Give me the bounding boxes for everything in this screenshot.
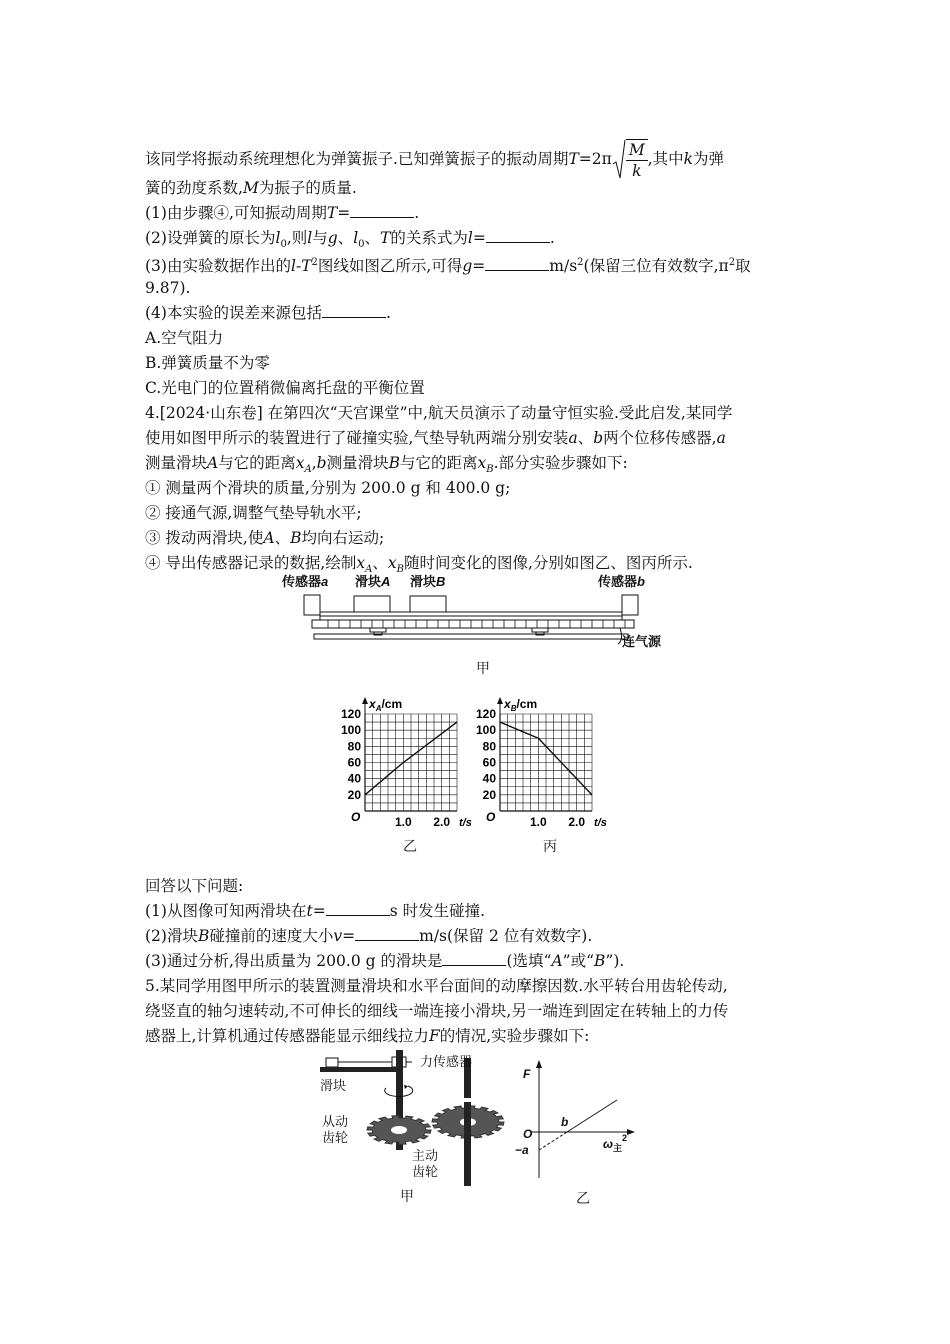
text: = xyxy=(342,927,356,945)
text: (1)从图像可知两滑块在 xyxy=(145,902,307,920)
text: 使用如图甲所示的装置进行了碰撞实验,气垫导轨两端分别安装 xyxy=(145,429,569,447)
sensor-b xyxy=(622,595,638,615)
y-tick-label: 120 xyxy=(475,707,496,721)
origin-label: O xyxy=(351,810,361,824)
text: 为弹 xyxy=(693,150,725,168)
y-tick-label: 80 xyxy=(347,739,361,754)
text: 簧的劲度系数, xyxy=(145,179,243,197)
text: 测量滑块 xyxy=(145,454,208,472)
y-tick-label: 40 xyxy=(347,771,361,786)
text: = xyxy=(472,257,486,276)
var: x xyxy=(356,554,366,572)
var-t: t xyxy=(306,902,313,920)
origin-label: O xyxy=(523,1127,533,1141)
option-b: B.弹簧质量不为零 xyxy=(145,354,270,372)
var-l: l xyxy=(467,229,473,247)
text: - xyxy=(295,257,302,276)
y-tick-label: 60 xyxy=(347,755,361,770)
q4-answer1 xyxy=(145,901,485,921)
q4-line1: 4.[2024·山东卷] 在第四次“天宫课堂”中,航天员演示了动量守恒实验.受此启发,某同学 xyxy=(145,404,733,422)
var: x xyxy=(477,454,487,472)
y-tick-label: 20 xyxy=(482,787,496,802)
text: 为振子的质量. xyxy=(258,179,357,197)
text: ④ 导出传感器记录的数据,绘制 xyxy=(145,554,357,572)
var-T: T xyxy=(301,257,312,276)
var: b xyxy=(593,429,604,447)
q4-answer2 xyxy=(145,926,592,946)
answer-blank[interactable] xyxy=(486,228,550,243)
q4-step2: ② 接通气源,调整气垫导轨水平; xyxy=(145,504,362,522)
frac-num: M xyxy=(626,140,648,161)
air-source-label: 连气源 xyxy=(622,634,662,649)
force-omega-graph xyxy=(505,1056,645,1186)
text: (1)由步骤④,可知振动周期 xyxy=(145,204,327,222)
driven-gear-label: 从动 xyxy=(322,1114,349,1129)
subscript: A xyxy=(365,564,373,576)
q4-answer-intro: 回答以下问题: xyxy=(145,877,244,895)
var-v: v xyxy=(333,927,343,945)
text: = xyxy=(472,229,486,247)
var-T: T xyxy=(326,204,338,222)
slider-a xyxy=(354,596,390,612)
text: 与它的距离 xyxy=(218,454,296,472)
slider-a-label: 滑块A xyxy=(355,574,391,589)
q4-answer3 xyxy=(145,951,624,971)
text: m/s(保留 2 位有效数字). xyxy=(419,927,593,945)
chart-xb-vs-t xyxy=(465,692,615,832)
var: A xyxy=(551,952,563,970)
x-tick-label: 1.0 xyxy=(529,815,547,829)
var: A xyxy=(207,454,219,472)
slider-block xyxy=(326,1058,338,1067)
text: 取 xyxy=(735,257,751,276)
subscript: B xyxy=(396,564,404,576)
slider-label: 滑块 xyxy=(320,1078,347,1093)
driver-gear-label2: 齿轮 xyxy=(412,1164,439,1179)
x-tick-label: 2.0 xyxy=(433,815,451,829)
y-tick-label: 20 xyxy=(347,787,361,802)
slider-b xyxy=(410,596,446,612)
track-base xyxy=(312,620,634,628)
chart-caption-yi: 乙 xyxy=(403,839,417,855)
q4-line3 xyxy=(145,453,628,480)
y-tick-label: 80 xyxy=(482,739,496,754)
y-axis-arrow xyxy=(497,697,503,704)
gear-apparatus-figure xyxy=(300,1048,520,1188)
var: x xyxy=(295,454,305,472)
text: 与 xyxy=(312,229,328,247)
var-l: l xyxy=(307,229,313,247)
figure-caption-gear-jia: 甲 xyxy=(400,1189,414,1205)
text: ,则 xyxy=(286,229,308,247)
text: , xyxy=(311,454,317,472)
chart-xa-vs-t xyxy=(330,692,470,832)
answer-blank[interactable] xyxy=(350,203,414,218)
text: 均向右运动; xyxy=(301,529,385,547)
var: a xyxy=(716,429,726,447)
text: (3)由实验数据作出的 xyxy=(145,257,291,276)
x-tick-label: 1.0 xyxy=(394,815,412,829)
driver-shaft xyxy=(464,1102,471,1186)
turntable xyxy=(320,1067,402,1072)
text: 两个位移传感器, xyxy=(603,429,717,447)
answer-blank[interactable] xyxy=(326,901,390,916)
y-tick-label: 40 xyxy=(482,771,496,786)
q3-intro-line1 xyxy=(145,138,724,182)
chart-caption-bing: 丙 xyxy=(543,839,557,855)
text: ,其中 xyxy=(647,150,684,168)
var: A xyxy=(263,529,275,547)
var-M: M xyxy=(242,179,259,197)
text: m/s xyxy=(549,257,578,276)
x-tick-label: 2.0 xyxy=(568,815,586,829)
var: b xyxy=(316,454,327,472)
driven-gear xyxy=(367,1116,431,1145)
text: .部分实验步骤如下: xyxy=(493,454,628,472)
text: =2π xyxy=(578,150,612,168)
text: ”). xyxy=(605,952,625,970)
text: 、 xyxy=(364,229,381,247)
driven-gear-label2: 齿轮 xyxy=(322,1130,349,1145)
text: 、 xyxy=(274,529,291,547)
text: 该同学将振动系统理想化为弹簧振子.已知弹簧振子的振动周期 xyxy=(145,150,569,168)
q3-item3-cont: 9.87). xyxy=(145,279,191,297)
text: 、 xyxy=(337,229,354,247)
figure-caption-graph-yi: 乙 xyxy=(576,1191,590,1207)
text: (2)设弹簧的原长为 xyxy=(145,229,276,247)
subscript: A xyxy=(304,464,312,476)
y-axis-label: $x_A/cm$ xyxy=(369,697,403,713)
y-axis-arrow xyxy=(362,697,368,704)
var-l: l xyxy=(275,229,281,247)
subscript: 0 xyxy=(280,239,287,251)
x-axis-label: t/s xyxy=(459,817,472,829)
q3-item3 xyxy=(145,253,751,276)
fraction-M-over-k xyxy=(626,139,648,181)
text: . xyxy=(385,304,391,322)
text: = xyxy=(337,204,351,222)
superscript: 2 xyxy=(728,257,736,268)
sensor-a xyxy=(304,595,320,615)
q4-step1: ① 测量两个滑块的质量,分别为 200.0 g 和 400.0 g; xyxy=(145,479,511,497)
subscript: 0 xyxy=(358,239,365,251)
var-g: g xyxy=(327,229,338,247)
text: (2)滑块 xyxy=(145,927,198,945)
answer-blank[interactable] xyxy=(322,303,386,318)
x-axis-label: t/s xyxy=(594,817,607,829)
option-a: A.空气阻力 xyxy=(145,329,224,347)
text: (选填“ xyxy=(506,952,552,970)
text: 、 xyxy=(372,554,388,572)
text: 的关系式为 xyxy=(390,229,468,247)
q5-line3 xyxy=(145,1026,589,1046)
omega-label: $\omega_主^2$ xyxy=(603,1133,628,1153)
table-bar xyxy=(314,634,628,639)
origin-label: O xyxy=(486,810,496,824)
var-l: l xyxy=(353,229,359,247)
extrapolated-line xyxy=(539,1132,567,1150)
text: 、 xyxy=(577,429,594,447)
text: (4)本实验的误差来源包括 xyxy=(145,304,322,322)
text: ③ 拨动两滑块,使 xyxy=(145,529,264,547)
q5-line1: 5.某同学用图甲所示的装置测量滑块和水平台面间的动摩擦因数.水平转台用齿轮传动, xyxy=(145,977,728,995)
var: B xyxy=(197,927,210,945)
superscript: 2 xyxy=(577,257,584,268)
text: . xyxy=(414,204,420,222)
driver-gear-label: 主动 xyxy=(412,1148,439,1163)
frac-den: k xyxy=(632,162,642,180)
y-tick-label: 60 xyxy=(482,755,496,770)
q4-step3 xyxy=(145,528,384,548)
text: 碰撞前的速度大小 xyxy=(209,927,334,945)
sensor-b-label: 传感器b xyxy=(598,574,645,589)
force-sensor-label: 力传感器 xyxy=(420,1054,473,1069)
var: B xyxy=(388,454,400,472)
text: . xyxy=(549,229,555,247)
var-F: F xyxy=(428,1027,440,1045)
answer-blank[interactable] xyxy=(355,926,419,941)
var-l: l xyxy=(290,257,296,276)
text: 图线如图乙所示,可得 xyxy=(317,257,463,276)
text: 的情况,实验步骤如下: xyxy=(439,1027,590,1045)
b-label: b xyxy=(561,1115,569,1129)
text: (保留三位有效数字,π xyxy=(583,257,729,276)
y-axis-label: $x_B/cm$ xyxy=(504,697,538,713)
q3-item2 xyxy=(145,228,555,255)
var-g: g xyxy=(462,257,473,276)
slider-b-label: 滑块B xyxy=(410,574,446,589)
text: 感器上,计算机通过传感器能显示细线拉力 xyxy=(145,1027,429,1045)
var: x xyxy=(387,554,397,572)
text: 与它的距离 xyxy=(400,454,478,472)
var-k: k xyxy=(683,150,694,168)
var-T: T xyxy=(380,229,391,247)
var: B xyxy=(594,952,606,970)
text: (3)通过分析,得出质量为 200.0 g 的滑块是 xyxy=(145,952,443,970)
subscript: B xyxy=(486,464,494,476)
text: s 时发生碰撞. xyxy=(389,902,486,920)
q3-intro-line2 xyxy=(145,178,357,198)
var: a xyxy=(568,429,578,447)
q3-item1 xyxy=(145,203,419,223)
superscript: 2 xyxy=(311,257,318,268)
q5-line2: 绕竖直的轴匀速转动,不可伸长的细线一端连接小滑块,另一端连到固定在转轴上的力传 xyxy=(145,1002,729,1020)
f-line xyxy=(567,1100,617,1132)
gear-hub xyxy=(391,1126,407,1134)
text: ”或“ xyxy=(562,952,595,970)
var: B xyxy=(290,529,302,547)
sensor-a-label: 传感器a xyxy=(282,574,329,589)
radical-sign xyxy=(612,138,626,182)
neg-a-label: −a xyxy=(515,1143,529,1157)
y-tick-label: 100 xyxy=(475,723,496,738)
y-tick-label: 120 xyxy=(340,707,361,721)
answer-blank[interactable] xyxy=(485,256,549,271)
figure-caption-jia: 甲 xyxy=(476,661,490,677)
option-c: C.光电门的位置稍微偏离托盘的平衡位置 xyxy=(145,379,425,397)
q3-item4 xyxy=(145,303,391,323)
answer-blank[interactable] xyxy=(442,951,506,966)
q4-line2 xyxy=(145,428,726,448)
var-T: T xyxy=(568,150,579,168)
f-axis-label: F xyxy=(523,1067,531,1081)
y-tick-label: 100 xyxy=(340,723,361,738)
text: = xyxy=(312,902,326,920)
text: 随时间变化的图像,分别如图乙、图丙所示. xyxy=(403,554,693,572)
text: 测量滑块 xyxy=(326,454,389,472)
sqrt-symbol xyxy=(612,138,648,182)
